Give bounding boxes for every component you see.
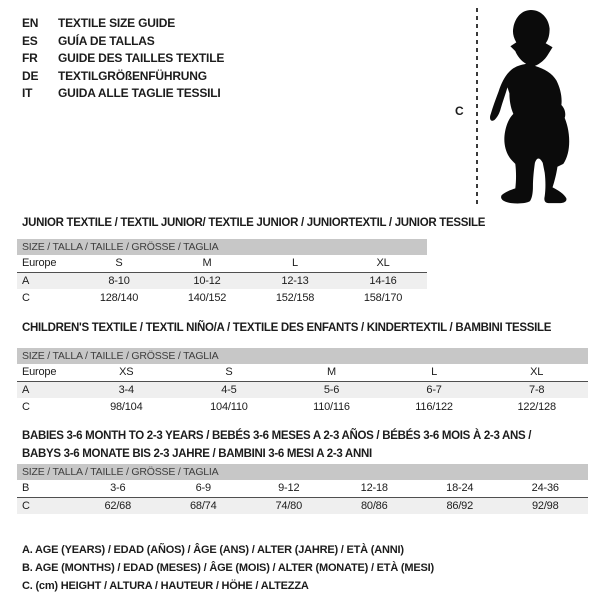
size-value-cell: 18-24: [417, 480, 503, 497]
language-label: GUÍA DE TALLAS: [58, 33, 155, 48]
size-value-cell: S: [75, 255, 163, 272]
legend: [22, 541, 434, 595]
size-value-cell: 110/116: [313, 400, 350, 413]
size-value-cell: 4-5: [178, 381, 281, 398]
size-value-cell: 152/158: [275, 291, 315, 304]
size-header-cell: SIZE / TALLA / TAILLE / GRÖSSE / TAGLIA: [17, 348, 588, 364]
size-header-row: [17, 348, 588, 364]
height-dashed-line-icon: [476, 8, 478, 206]
junior-table-title: JUNIOR TEXTILE / TEXTIL JUNIOR/ TEXTILE JUNIOR / JUNIORTEXTIL / JUNIOR TESSILE: [22, 217, 486, 229]
height-marker-label: C: [455, 104, 464, 118]
size-value-cell: 3-4: [75, 381, 178, 398]
size-value-cell: 86/92: [417, 497, 503, 514]
size-value-cell: 10-12: [163, 272, 251, 289]
table-row: [17, 272, 427, 289]
language-row: [22, 68, 224, 86]
babies-table-title-line1: BABIES 3-6 MONTH TO 2-3 YEARS / BEBÉS 3-6 MESES A 2-3 AÑOS / BÉBÉS 3-6 MOIS À 2-3 ANS /: [22, 430, 532, 442]
language-label: TEXTILGRÖßENFÜHRUNG: [58, 68, 207, 83]
size-value-cell: 3-6: [75, 480, 161, 497]
size-value-cell: 140/152: [187, 291, 227, 304]
size-value-cell: 8-10: [75, 272, 163, 289]
size-value-cell: 92/98: [503, 497, 589, 514]
size-value-cell: 9-12: [246, 480, 332, 497]
row-label-cell: A: [17, 272, 75, 289]
size-value-cell: 98/104: [110, 400, 143, 413]
size-value-cell: XS: [75, 364, 178, 381]
children-table-title: CHILDREN'S TEXTILE / TEXTIL NIÑO/A / TEXTILE DES ENFANTS / KINDERTEXTIL / BAMBINI TESSILE: [22, 322, 552, 334]
junior-size-table: [17, 239, 427, 306]
language-row: [22, 50, 224, 68]
size-value-cell: XL: [339, 255, 427, 272]
size-value-cell: M: [280, 364, 383, 381]
table-row: [17, 289, 427, 306]
size-value-cell: XL: [485, 364, 588, 381]
size-value-cell: 6-7: [383, 381, 486, 398]
row-label-cell: C: [17, 497, 75, 514]
language-label: GUIDA ALLE TAGLIE TESSILI: [58, 86, 221, 100]
language-code: DE: [22, 68, 39, 83]
size-value-cell: S: [178, 364, 281, 381]
row-label-cell: A: [17, 381, 75, 398]
size-value-cell: 128/140: [99, 291, 139, 304]
size-value-cell: 12-18: [332, 480, 418, 497]
row-label-cell: C: [22, 291, 30, 304]
table-row: [17, 381, 588, 398]
size-value-cell: 158/170: [363, 291, 403, 304]
size-value-cell: 74/80: [246, 497, 332, 514]
size-value-cell: M: [163, 255, 251, 272]
language-row: [22, 33, 224, 51]
size-value-cell: 116/122: [415, 400, 453, 413]
language-row: [22, 15, 224, 33]
language-row: [22, 85, 224, 103]
toddler-silhouette-icon: [486, 9, 574, 207]
size-value-cell: 6-9: [161, 480, 247, 497]
size-value-cell: 12-13: [251, 272, 339, 289]
size-value-cell: L: [383, 364, 486, 381]
babies-table-title-line2: BABYS 3-6 MONATE BIS 2-3 JAHRE / BAMBINI 3-6 MESI A 2-3 ANNI: [22, 448, 372, 460]
language-label: TEXTILE SIZE GUIDE: [58, 16, 176, 30]
legend-line-c: C. (cm) HEIGHT / ALTURA / HAUTEUR / HÖHE / ALTEZZA: [22, 580, 309, 592]
size-value-cell: 5-6: [280, 381, 383, 398]
table-row: [17, 497, 588, 514]
size-value-cell: 122/128: [517, 400, 556, 413]
babies-table-title: [22, 427, 531, 463]
language-code: IT: [22, 86, 33, 100]
legend-line-b: B. AGE (MONTHS) / EDAD (MESES) / ÂGE (MOIS) / ALTER (MONATE) / ETÀ (MESI): [22, 562, 434, 574]
babies-size-table: [17, 464, 588, 514]
language-list: [22, 15, 224, 103]
row-label-cell: C: [22, 400, 30, 413]
language-code: ES: [22, 33, 38, 48]
size-value-cell: 14-16: [339, 272, 427, 289]
table-row: [17, 364, 588, 381]
size-value-cell: 68/74: [161, 497, 247, 514]
size-header-cell: SIZE / TALLA / TAILLE / GRÖSSE / TAGLIA: [17, 464, 588, 480]
legend-line-a: A. AGE (YEARS) / EDAD (AÑOS) / ÂGE (ANS) / ALTER (JAHRE) / ETÀ (ANNI): [22, 544, 404, 556]
table-row: [17, 480, 588, 497]
language-label: GUIDE DES TAILLES TEXTILE: [58, 51, 225, 65]
size-value-cell: 62/68: [75, 497, 161, 514]
children-size-table: [17, 348, 588, 415]
row-label-cell: Europe: [17, 364, 75, 381]
table-row: [17, 255, 427, 272]
size-value-cell: L: [251, 255, 339, 272]
size-value-cell: 104/110: [210, 400, 248, 413]
size-header-cell: SIZE / TALLA / TAILLE / GRÖSSE / TAGLIA: [17, 239, 427, 255]
size-value-cell: 7-8: [485, 381, 588, 398]
size-value-cell: 80/86: [332, 497, 418, 514]
table-row: [17, 398, 588, 415]
row-label-cell: Europe: [17, 255, 75, 272]
size-value-cell: 24-36: [503, 480, 589, 497]
row-label-cell: B: [17, 480, 75, 497]
language-code: FR: [22, 51, 38, 65]
size-header-row: [17, 239, 427, 255]
language-code: EN: [22, 16, 39, 30]
size-header-row: [17, 464, 588, 480]
